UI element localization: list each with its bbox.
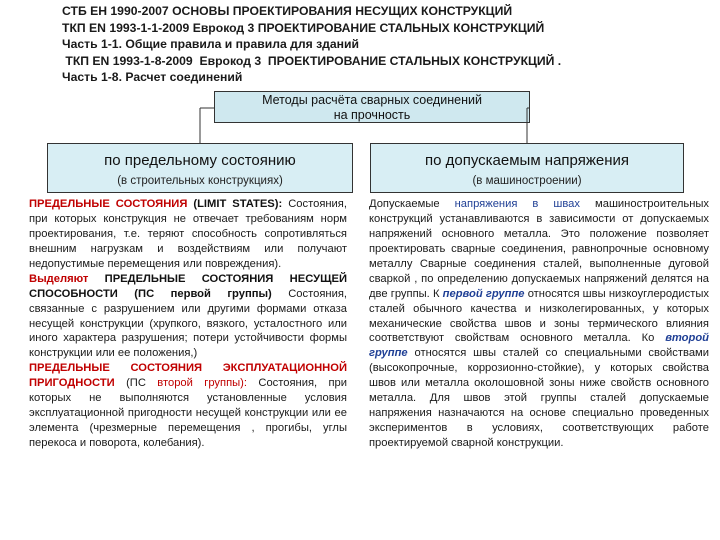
allowable-stress-method-title: по допускаемым напряжения: [424, 152, 630, 169]
serviceability-ps: (ПС: [114, 377, 146, 390]
first-group-definition: относятся швы низкоуглеродистых сталей обычного качества и низколегированных, у которых механические свойства швов и зоны термического влияния соответствуют свойствам основного металла.: [369, 287, 709, 345]
serviceability-definition: Состояния, при которых не выполняются установленные условия эксплуатационной пригодности несущей конструкции или ее элемента (чрезмерные перемещения , прогибы, углы перекоса и поворота, колебания).: [29, 377, 348, 449]
limit-states-definition: Состояния, при которых конструкция не отвечает требованиям норм проектирования, т.е. теряют способность сопротивляться внешним нагрузкам и воздействиям или получают недопустимые перемещения или повреждения).: [29, 198, 347, 270]
bearing-capacity-heading: ПРЕДЕЛЬНЫЕ СОСТОЯНИЯ НЕСУЩЕЙ СПОСОБНОСТИ (ПС первой группы): [29, 272, 347, 300]
methods-box-line-2: на прочность: [333, 107, 411, 122]
header-line-5: Часть 1-8. Расчет соединений: [62, 70, 243, 85]
serviceability-group: второй группы):: [145, 377, 248, 390]
header-line-1: СТБ ЕН 1990-2007 ОСНОВЫ ПРОЕКТИРОВАНИЯ НЕСУЩИХ КОНСТРУКЦИЙ: [62, 4, 513, 18]
limit-state-method-box: [47, 143, 353, 193]
limit-states-text: [29, 197, 347, 451]
header-line-3: Часть 1-1. Общие правила и правила для зданий: [62, 37, 360, 52]
bearing-capacity-lead: Выделяют: [29, 272, 105, 285]
limit-states-paragraph: [29, 197, 347, 272]
allowable-stress-text: [369, 197, 709, 451]
allowable-stress-lead: Допускаемые: [369, 198, 455, 210]
header-line-2: ТКП EN 1993-1-1-2009 Еврокод 3 ПРОЕКТИРОВАНИЕ СТАЛЬНЫХ КОНСТРУКЦИЙ: [62, 20, 545, 35]
limit-state-method-subtitle: (в строительных конструкциях): [117, 175, 283, 187]
header-line-4: ТКП EN 1993-1-8-2009 Еврокод 3 ПРОЕКТИРОВАНИЕ СТАЛЬНЫХ КОНСТРУКЦИЙ .: [62, 53, 562, 68]
methods-box-line-1: Методы расчёта сварных соединений: [262, 93, 482, 107]
allowable-stress-method-box: [370, 143, 684, 193]
allowable-stress-body: машиностроительных конструкций устанавливаются в зависимости от допускаемых напряжений основного металла. Это положение позволяет проектировать сварные соединения, равнопрочные основному металлу Сварные соединения сталей, выполненные дуговой сваркой , по определению допускаемых напряжений делятся на две группы. К: [369, 198, 710, 300]
limit-state-method-title: по предельному состоянию: [104, 152, 296, 169]
allowable-stress-method-subtitle: (в машиностроении): [472, 175, 582, 187]
bearing-capacity-definition: Состояния, связанные с разрушением или другими формами отказа несущей конструкции (хрупкого, вязкого, усталостного или иного характера разрушения; потери устойчивости формы конструкции или ее положения,): [29, 287, 347, 360]
stress-in-welds-term: напряжения в швах: [454, 198, 581, 210]
first-group-term: первой группе: [442, 287, 525, 300]
allowable-stress-paragraph: [369, 197, 709, 451]
serviceability-paragraph: [29, 361, 347, 451]
second-group-definition: относятся швы сталей со специальными свойствами (высокопрочные, коррозионно-стойкие), у которых свойства швов или металла околошовной зоны ниже свойств основного металла. Для швов этой группы сталей допускаемые напряжения назначаются на основе специально проведенных экспериментов в условиях, соответствующих работе проектируемой сварной конструкции.: [369, 347, 709, 449]
limit-states-latin: (LIMIT STATES):: [187, 198, 283, 210]
second-group-lead: Ко: [630, 332, 666, 345]
bearing-capacity-paragraph: [29, 272, 347, 362]
serviceability-heading: ПРЕДЕЛЬНЫЕ СОСТОЯНИЯ ЭКСПЛУАТАЦИОННОЙ ПРИГОДНОСТИ: [29, 362, 347, 390]
connector-lines: [0, 0, 720, 150]
limit-states-heading: ПРЕДЕЛЬНЫЕ СОСТОЯНИЯ: [29, 198, 188, 210]
second-group-term: второй группе: [369, 332, 709, 360]
